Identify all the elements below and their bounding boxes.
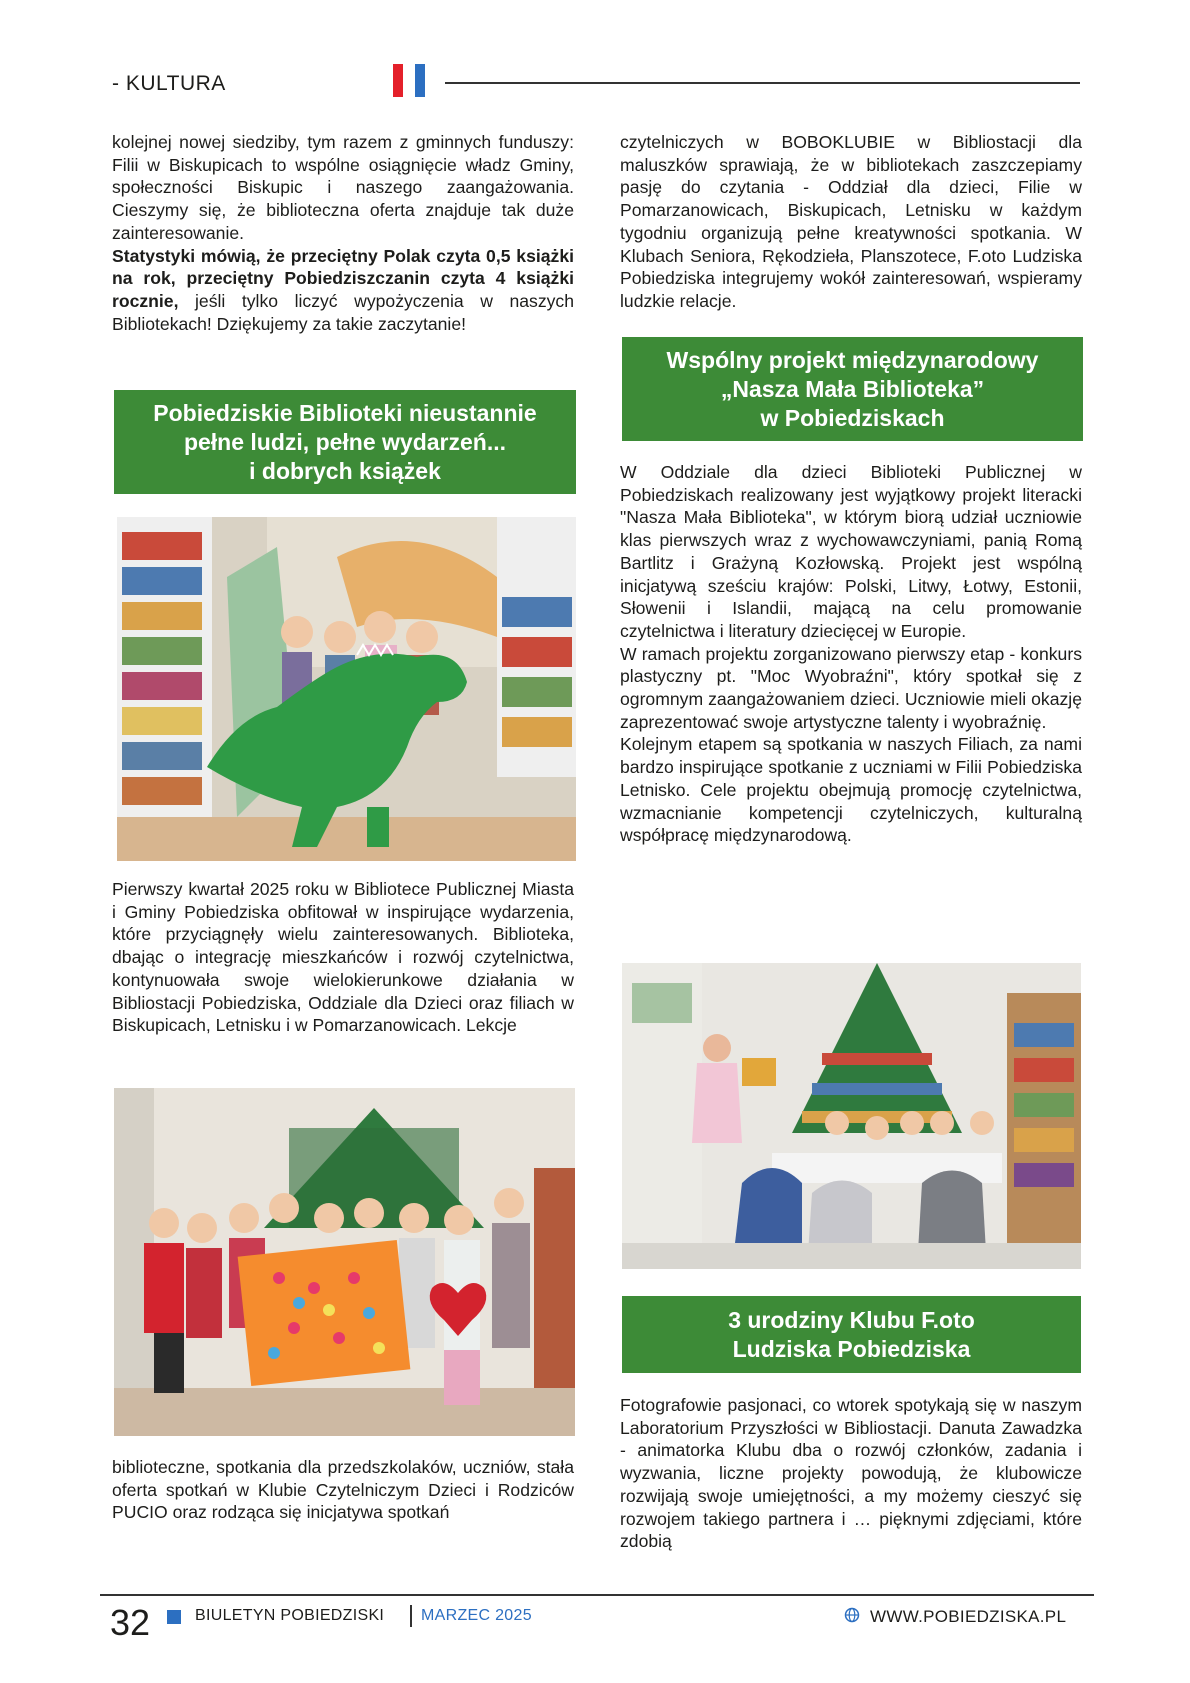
left-paragraph-2 bbox=[112, 245, 574, 336]
photo-children-heart-poster bbox=[114, 1088, 575, 1436]
flag-red-bar bbox=[393, 64, 403, 97]
footer-rule bbox=[100, 1594, 1094, 1596]
photo-reading-session bbox=[622, 963, 1081, 1269]
heading-line: „Nasza Mała Biblioteka” bbox=[720, 375, 985, 402]
left-intro-text bbox=[112, 131, 574, 335]
left-paragraph-1: kolejnej nowej siedziby, tym razem z gminnych funduszy: Filii w Biskupicach to wspólne osiągnięcie władz Gminy, społeczności Biskupic i naszego zaangażowania. Cieszymy się, że biblioteczna oferta znajduje tak duże zainteresowanie. bbox=[112, 132, 574, 243]
right-paragraph-5: Fotografowie pasjonaci, co wtorek spotykają się w naszym Laboratorium Przyszłości w Bibliostacji. Danuta Zawadzka - animatorka Klubu dba o rozwój członków, zadania i wyzwania, liczne projekty powodują, że klubowicze rozwijają swoje umiejętności, a my możemy cieszyć się rozwojem takiego partnera i … pięknymi zdjęciami, które zdobią bbox=[620, 1395, 1082, 1552]
globe-icon bbox=[844, 1607, 860, 1623]
section-label: - KULTURA bbox=[112, 72, 226, 95]
right-photo-club-text bbox=[620, 1394, 1082, 1553]
issue-date: MARZEC 2025 bbox=[421, 1607, 532, 1624]
heading-line: 3 urodziny Klubu F.oto bbox=[728, 1306, 975, 1333]
heading-line: Ludziska Pobiedziska bbox=[732, 1335, 971, 1362]
heading-line: i dobrych książek bbox=[249, 457, 441, 484]
page-number: 32 bbox=[110, 1602, 151, 1643]
statistics-bold: Statystyki mówią, że przeciętny Polak czyta 0,5 książki na rok, przeciętny Pobiedziszczanin czyta 4 książki rocznie, bbox=[112, 245, 574, 311]
right-section-heading-1 bbox=[622, 337, 1083, 441]
right-paragraph-3: W ramach projektu zorganizowano pierwszy etap - konkurs plastyczny pt. "Moc Wyobraźni", który spotkał się z ogromnym zaangażowaniem dzieci. Uczniowie mieli okazję zaprezentować swoje artystyczne talenty i wyobraźnię. bbox=[620, 643, 1082, 732]
right-section-heading-2 bbox=[622, 1296, 1081, 1373]
header-rule bbox=[445, 82, 1080, 84]
flag-blue-bar bbox=[415, 64, 425, 97]
left-paragraph-3: Pierwszy kwartał 2025 roku w Bibliotece Publicznej Miasta i Gminy Pobiedziska obfitował w inspirujące wydarzenia, które przyciągnęły wielu zainteresowanych. Biblioteka, dbając o integrację mieszkańców i rozwój czytelnictwa, kontynuowała swoje wielokierunkowe działania w Bibliostacji Pobiedziska, Oddziale dla Dzieci oraz filiach w Biskupicach, Letnisku i w Pomarzanowicach. Lekcje bbox=[112, 879, 574, 1036]
right-paragraph-2: W Oddziale dla dzieci Biblioteki Publicznej w Pobiedziskach realizowany jest wyjątkowy projekt literacki "Nasza Mała Biblioteka", w którym biorą udział uczniowie klas pierwszych wraz z wychowawczyniami, panią Romą Bartlitz i Grażyną Kozłowską. Projekt jest wspólną inicjatywą sześciu krajów: Polski, Litwy, Łotwy, Estonii, Słowenii i Islandii, mającą na celu promowanie czytelnictwa i literatury dziecięcej w Europie. bbox=[620, 462, 1082, 641]
left-paragraph-4: biblioteczne, spotkania dla przedszkolaków, uczniów, stała oferta spotkań w Klubie Czytelniczym Dzieci i Rodziców PUCIO oraz rodząca się inicjatywa spotkań bbox=[112, 1457, 574, 1523]
right-project-text bbox=[620, 461, 1082, 847]
right-paragraph-4: Kolejnym etapem są spotkania w naszych Filiach, za nami bardzo inspirujące spotkanie z uczniami w Filii Pobiedziska Letnisko. Cele projektu obejmują promocję czytelnictwa, wzmacnianie kompetencji czytelniczych, kulturalną współpracę międzynarodową. bbox=[620, 734, 1082, 846]
right-intro-text bbox=[620, 131, 1082, 313]
statistics-rest: jeśli tylko liczyć wypożyczenia w naszych Bibliotekach! Dziękujemy za takie zaczytanie! bbox=[112, 290, 574, 334]
heading-line: Pobiedziskie Biblioteki nieustannie bbox=[153, 399, 537, 426]
publication-name: BIULETYN POBIEDZISKI bbox=[195, 1607, 385, 1624]
footer-square-marker bbox=[167, 1610, 181, 1624]
website-link[interactable]: WWW.POBIEDZISKA.PL bbox=[870, 1607, 1067, 1626]
heading-line: w Pobiedziskach bbox=[760, 404, 945, 431]
footer-separator bbox=[410, 1605, 412, 1627]
left-bottom-text bbox=[112, 1456, 574, 1524]
left-section-heading bbox=[114, 390, 576, 494]
heading-line: pełne ludzi, pełne wydarzeń... bbox=[183, 428, 507, 455]
left-body-text bbox=[112, 878, 574, 1037]
heading-line: Wspólny projekt międzynarodowy bbox=[666, 346, 1039, 373]
right-paragraph-1: czytelniczych w BOBOKLUBIE w Bibliostacji dla maluszków sprawiają, że w bibliotekach zaszczepiamy pasję do czytania - Oddział dla dzieci, Filie w Pomarzanowicach, Biskupicach, Letnisku w każdym tygodniu organizują pełne kreatywności spotkania. W Klubach Seniora, Rękodzieła, Planszotece, F.oto Ludziska Pobiedziska integrujemy wokół zainteresowań, wspieramy ludzkie relacje. bbox=[620, 132, 1082, 311]
photo-children-dinosaur bbox=[117, 517, 576, 861]
